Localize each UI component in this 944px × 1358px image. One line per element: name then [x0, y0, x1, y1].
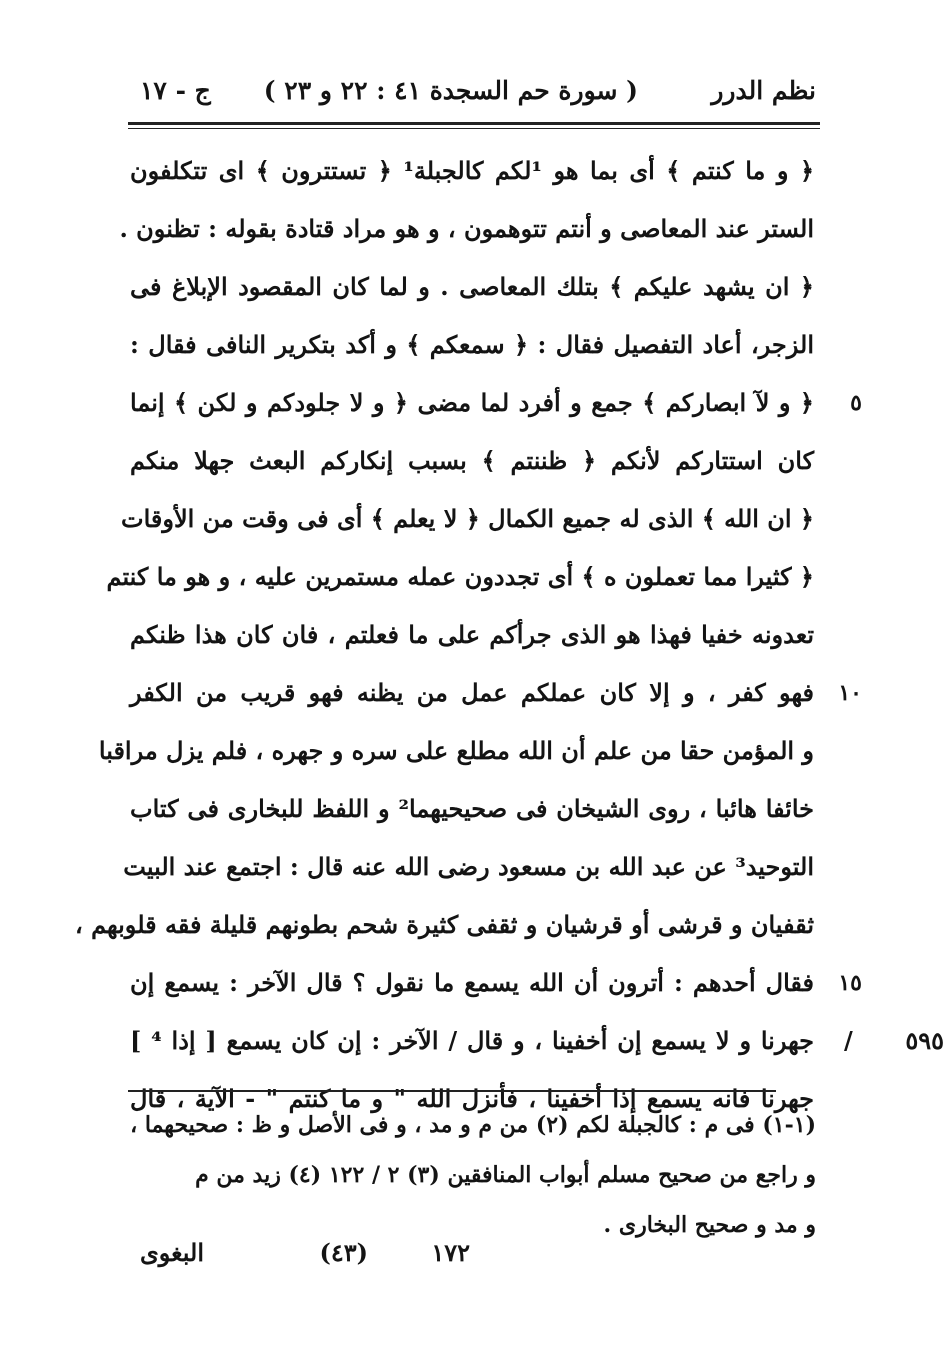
text-line: جهرنا فانه يسمع إذا أخفينا ، فأنزل الله " و ما كنتم " - الآية ، قال: [130, 1084, 814, 1113]
main-text: [74, 142, 944, 1128]
manuscript-margin-note: ٥٩٥ /: [844, 1026, 944, 1055]
text-line-wrap: [130, 1012, 944, 1070]
footnote-line: و مد و صحيح البخارى .: [603, 1212, 816, 1238]
printer-name: البغوى: [140, 1238, 204, 1267]
text-line: ﴿ و لآ ابصاركم ﴾ جمع و أفرد لما مضى ﴿ و لا جلودكم و لكن ﴾ إنما: [130, 388, 814, 417]
text-line: ﴿ ان يشهد عليكم ﴾ بتلك المعاصى . و لما كان المقصود الإبلاغ فى: [130, 272, 814, 301]
line-number: ١٠: [838, 680, 862, 706]
text-line: جهرنا و لا يسمع إن أخفينا ، و قال / الآخر : إن كان يسمع [ إذا ⁴ ]: [130, 1026, 814, 1055]
text-line: ثقفيان و قرشى أو قرشيان و ثقفى كثيرة شحم بطونهم قليلة فقه قلوبهم ،: [74, 910, 814, 939]
text-line: ﴿ ان الله ﴾ الذى له جميع الكمال ﴿ لا يعلم ﴾ أى فى وقت من الأوقات: [120, 504, 814, 533]
signature-mark: (٤٣): [319, 1238, 368, 1267]
surah-reference: ( سورة حم السجدة ٤١ : ٢٢ و ٢٣ ): [263, 76, 638, 105]
text-line: فهو كفر ، و إلا كان عملكم عمل من يظنه فهو قريب من الكفر: [130, 678, 814, 707]
line-number: ٥: [850, 390, 862, 416]
footnote-rule: [128, 1090, 776, 1092]
header-rule-thin: [128, 128, 820, 129]
text-line: الستر عند المعاصى و أنتم تتوهمون ، و هو مراد قتادة بقوله : تظنون .: [119, 214, 814, 243]
text-line: تعدونه خفيا فهذا هو الذى جرأكم على ما فعلتم ، فان كان هذا ظنكم: [130, 620, 814, 649]
page-number: ١٧٢: [431, 1238, 470, 1267]
text-line-wrap: [130, 954, 862, 1012]
book-title: نظم الدرر: [711, 76, 816, 105]
running-header: [140, 72, 816, 116]
footnotes: [118, 1100, 816, 1250]
header-rule: [128, 122, 820, 125]
line-number: ١٥: [838, 970, 862, 996]
text-line-wrap: [130, 664, 862, 722]
footnote-line: (١-١) فى م : كالجبلة لكم (٢) من م و مد ، و فى الأصل و ظ : صحيحهما ،: [130, 1112, 816, 1138]
volume-number: ج - ١٧: [140, 76, 211, 105]
text-line-wrap: [130, 374, 862, 432]
text-line: و المؤمن حقا من علم أن الله مطلع على سره و جهره ، فلم يزل مراقبا: [98, 736, 814, 765]
page-footer: [140, 1238, 740, 1278]
text-line: ﴿ و ما كنتم ﴾ أى بما هو ¹لكم كالجبلة¹ ﴿ تستترون ﴾ اى تتكلفون: [130, 156, 815, 185]
text-line: كان استتاركم لأنكم ﴿ ظننتم ﴾ بسبب إنكاركم البعث جهلا منكم: [130, 446, 814, 475]
text-line: خائفا هائبا ، روى الشيخان فى صحيحيهما² و اللفظ للبخارى فى كتاب: [130, 794, 814, 823]
footnote-line: و راجع من صحيح مسلم أبواب المنافقين (٣) ٢ / ١٢٢ (٤) زيد من م: [195, 1162, 816, 1188]
text-line: الزجر، أعاد التفصيل فقال : ﴿ سمعكم ﴾ و أكد بتكرير النافى فقال :: [130, 330, 814, 359]
text-line: ﴿ كثيرا مما تعملون ه ﴾ أى تجددون عمله مستمرين عليه ، و هو ما كنتم: [106, 562, 814, 591]
text-line: فقال أحدهم : أترون أن الله يسمع ما نقول ؟ قال الآخر : يسمع إن: [130, 968, 814, 997]
text-line: التوحيد³ عن عبد الله بن مسعود رضى الله عنه قال : اجتمع عند البيت: [123, 852, 814, 881]
